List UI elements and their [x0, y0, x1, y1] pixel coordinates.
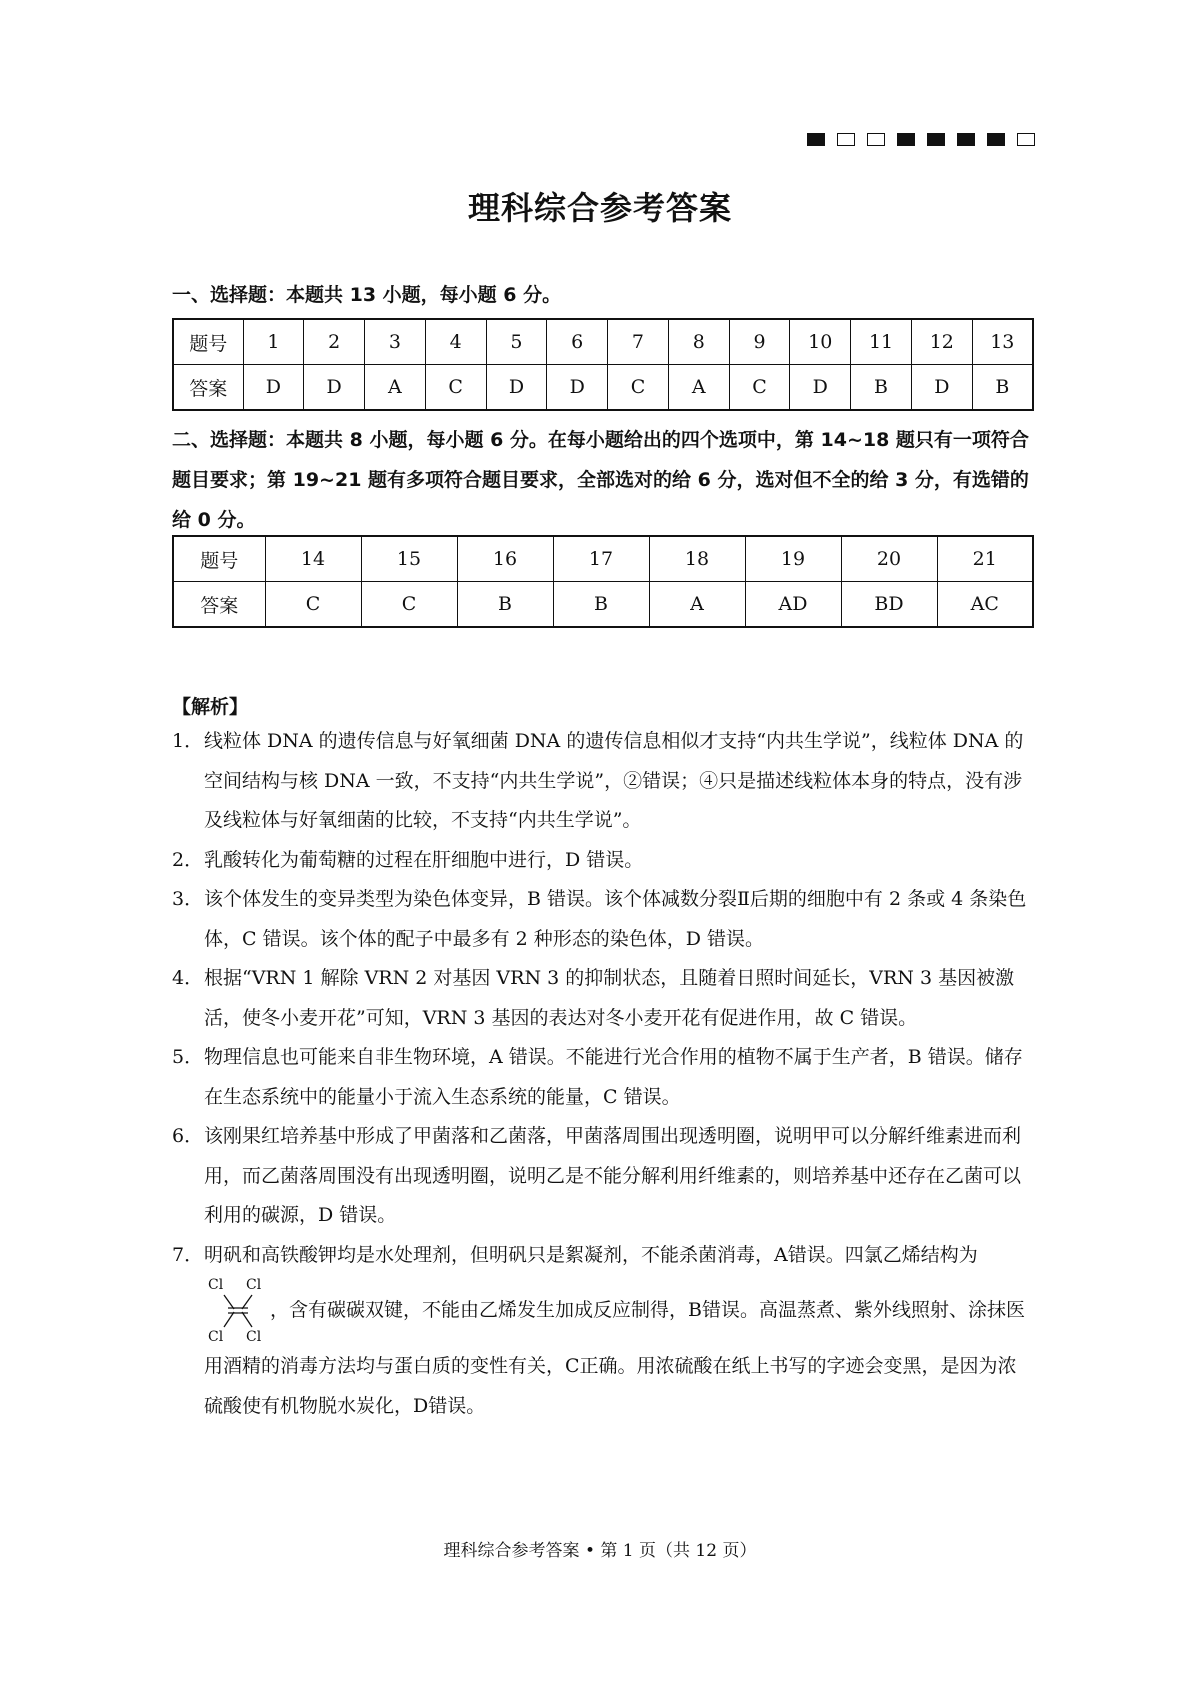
analysis-list	[172, 722, 1032, 1426]
item-number: 6．	[172, 1125, 204, 1147]
item-text: 物理信息也可能来自非生物环境，A 错误。不能进行光合作用的植物不属于生产者，B 错误。储存在生态系统中的能量小于流入生态系统的能量，C 错误。	[204, 1046, 1023, 1108]
marker-square-empty	[1017, 133, 1035, 146]
question-number-cell: 16	[457, 536, 553, 582]
table-row-numbers	[173, 319, 1033, 365]
item-text: 线粒体 DNA 的遗传信息与好氧细菌 DNA 的遗传信息相似才支持“内共生学说”，线粒体 DNA 的空间结构与核 DNA 一致，不支持“内共生学说”，②错误；④只是描述线粒体本身的特点，没有涉及线粒体与好氧细菌的比较，不支持“内共生学说”。	[204, 730, 1024, 831]
answer-cell: D	[486, 365, 547, 411]
question-number-cell: 3	[365, 319, 426, 365]
marker-square-empty	[837, 133, 855, 146]
row-label-answer: 答案	[173, 365, 243, 411]
question-number-cell: 12	[911, 319, 972, 365]
question-number-cell: 15	[361, 536, 457, 582]
marker-square-filled	[957, 133, 975, 146]
row-label-answer: 答案	[173, 582, 265, 628]
question-number-cell: 14	[265, 536, 361, 582]
analysis-item-1	[172, 722, 1032, 841]
question-number-cell: 20	[841, 536, 937, 582]
marker-square-filled	[807, 133, 825, 146]
answer-cell: D	[547, 365, 608, 411]
answer-cell: D	[304, 365, 365, 411]
answer-cell: C	[425, 365, 486, 411]
analysis-label: 【解析】	[172, 696, 249, 718]
answer-cell: D	[243, 365, 304, 411]
question-number-cell: 6	[547, 319, 608, 365]
item-text: 根据“VRN 1 解除 VRN 2 对基因 VRN 3 的抑制状态，且随着日照时间延长，VRN 3 基因被激活，使冬小麦开花”可知，VRN 3 基因的表达对冬小麦开花有促进作用，故 C 错误。	[204, 967, 1015, 1029]
question-number-cell: 11	[851, 319, 912, 365]
question-number-cell: 13	[972, 319, 1033, 365]
answer-cell: C	[729, 365, 790, 411]
cl-atom-top-left: Cl	[208, 1277, 224, 1293]
item-text-after: ，含有碳碳双键，不能由乙烯发生加成反应制得，B错误。高温蒸煮、紫外线照射、涂抹医用酒精的消毒方法均与蛋白质的变性有关，C正确。用浓硫酸在纸上书写的字迹会变黑，是因为浓硫酸使有机物脱水炭化，D错误。	[204, 1299, 1025, 1417]
tetrachloroethylene-structure	[204, 1275, 270, 1347]
answer-cell: C	[265, 582, 361, 628]
page-marker-squares	[807, 133, 1035, 146]
question-number-cell: 21	[937, 536, 1033, 582]
answer-cell: A	[365, 365, 426, 411]
answer-cell: B	[457, 582, 553, 628]
analysis-item-2	[172, 841, 1032, 881]
question-number-cell: 7	[608, 319, 669, 365]
answer-cell: BD	[841, 582, 937, 628]
analysis-item-5	[172, 1038, 1032, 1117]
question-number-cell: 10	[790, 319, 851, 365]
answer-cell: C	[361, 582, 457, 628]
answer-cell: B	[553, 582, 649, 628]
marker-square-empty	[867, 133, 885, 146]
answer-cell: B	[851, 365, 912, 411]
question-number-cell: 17	[553, 536, 649, 582]
answer-cell: D	[790, 365, 851, 411]
marker-square-filled	[897, 133, 915, 146]
section2-heading: 二、选择题：本题共 8 小题，每小题 6 分。在每小题给出的四个选项中，第 14~18 题只有一项符合题目要求；第 19~21 题有多项符合题目要求，全部选对的给 6 分，选对但不全的给 3 分，有选错的给 0 分。	[172, 429, 1029, 531]
answer-cell: D	[911, 365, 972, 411]
page-footer: 理科综合参考答案 • 第 1 页（共 12 页）	[443, 1541, 757, 1561]
section1-answer-table	[172, 318, 1034, 411]
analysis-item-4	[172, 959, 1032, 1038]
question-number-cell: 1	[243, 319, 304, 365]
answer-cell: AC	[937, 582, 1033, 628]
item-number: 5．	[172, 1046, 204, 1068]
row-label-number: 题号	[173, 536, 265, 582]
question-number-cell: 5	[486, 319, 547, 365]
analysis-item-6	[172, 1117, 1032, 1236]
question-number-cell: 18	[649, 536, 745, 582]
section2-answer-table	[172, 535, 1034, 628]
item-text: 乳酸转化为葡萄糖的过程在肝细胞中进行，D 错误。	[204, 848, 644, 871]
analysis-item-3	[172, 880, 1032, 959]
question-number-cell: 4	[425, 319, 486, 365]
question-number-cell: 8	[668, 319, 729, 365]
cl-atom-top-right: Cl	[246, 1277, 262, 1293]
answer-cell: C	[608, 365, 669, 411]
page-title: 理科综合参考答案	[467, 189, 732, 227]
question-number-cell: 19	[745, 536, 841, 582]
item-number: 4．	[172, 967, 204, 989]
question-number-cell: 2	[304, 319, 365, 365]
answer-cell: B	[972, 365, 1033, 411]
marker-square-filled	[987, 133, 1005, 146]
item-number: 7．	[172, 1243, 204, 1266]
answer-cell: A	[668, 365, 729, 411]
item-text: 该刚果红培养基中形成了甲菌落和乙菌落，甲菌落周围出现透明圈，说明甲可以分解纤维素进而利用，而乙菌落周围没有出现透明圈，说明乙是不能分解利用纤维素的，则培养基中还存在乙菌可以利用的碳源，D 错误。	[204, 1125, 1022, 1226]
item-text-before: 明矾和高铁酸钾均是水处理剂，但明矾只是絮凝剂，不能杀菌消毒，A错误。四氯乙烯结构为	[204, 1243, 978, 1266]
item-number: 3．	[172, 888, 204, 910]
answer-cell: A	[649, 582, 745, 628]
table-row-answers	[173, 365, 1033, 411]
answer-cell: AD	[745, 582, 841, 628]
row-label-number: 题号	[173, 319, 243, 365]
cl-atom-bottom-right: Cl	[246, 1329, 262, 1345]
section1-heading: 一、选择题：本题共 13 小题，每小题 6 分。	[172, 284, 562, 306]
item-number: 1．	[172, 730, 204, 752]
table-row-answers	[173, 582, 1033, 628]
table-row-numbers	[173, 536, 1033, 582]
analysis-item-7	[172, 1236, 1032, 1427]
item-number: 2．	[172, 848, 204, 871]
cl-atom-bottom-left: Cl	[208, 1329, 224, 1345]
marker-square-filled	[927, 133, 945, 146]
question-number-cell: 9	[729, 319, 790, 365]
item-text: 该个体发生的变异类型为染色体变异，B 错误。该个体减数分裂Ⅱ后期的细胞中有 2 条或 4 条染色体，C 错误。该个体的配子中最多有 2 种形态的染色体，D 错误。	[204, 888, 1027, 950]
